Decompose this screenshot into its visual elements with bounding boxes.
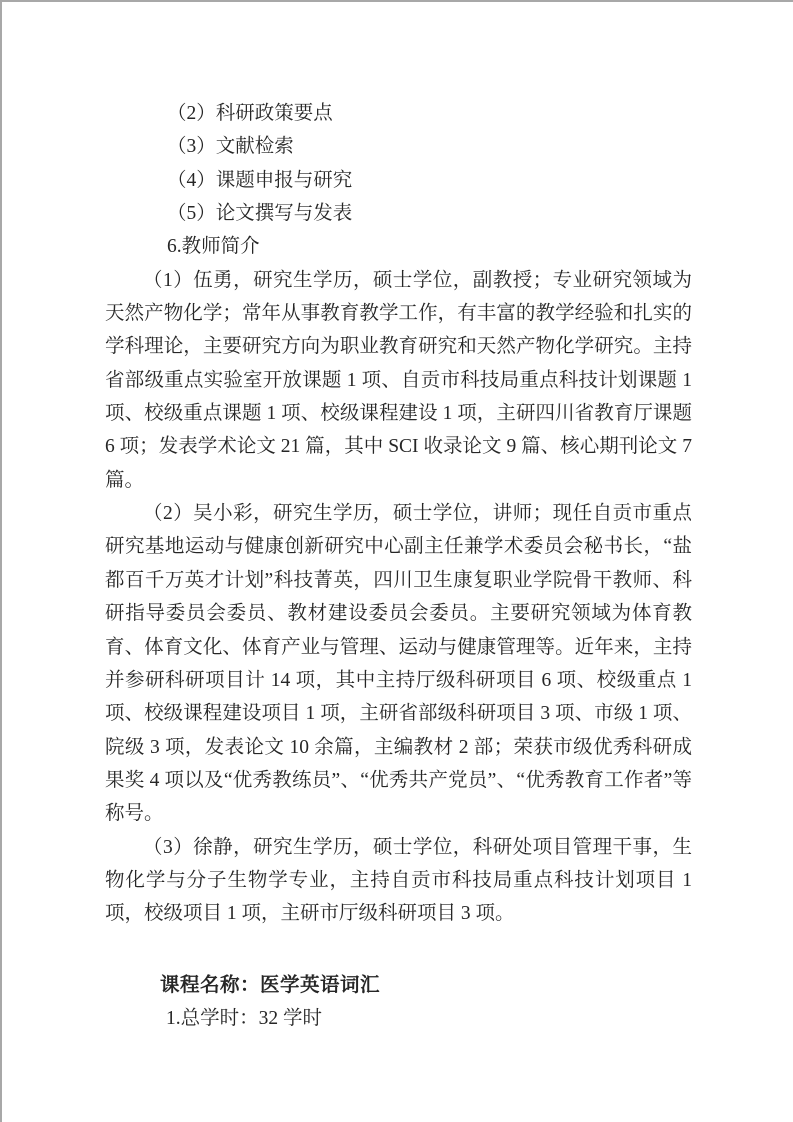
teacher-bio-paragraph-3: （3）徐静，研究生学历，硕士学位，科研处项目管理干事，生物化学与分子生物学专业，主持自贡市科技局重点科技计划项目 1 项，校级项目 1 项，主研市厅级科研项目 3 项。: [105, 836, 692, 925]
section-heading-teacher-intro: 6.教师简介: [167, 236, 260, 258]
outline-item-5: （5）论文撰写与发表: [167, 203, 353, 225]
outline-item-4: （4）课题申报与研究: [167, 169, 353, 191]
course-name-heading: 课程名称：医学英语词汇: [160, 974, 381, 996]
document-content: [105, 97, 692, 1035]
outline-item-3: （3）文献检索: [167, 136, 294, 158]
teacher-bio-paragraph-2: （2）吴小彩，研究生学历，硕士学位，讲师；现任自贡市重点研究基地运动与健康创新研究中心副主任兼学术委员会秘书长，“盐都百千万英才计划”科技菁英，四川卫生康复职业学院骨干教师、科研指导委员会委员、教材建设委员会委员。主要研究领域为体育教育、体育文化、体育产业与管理、运动与健康管理等。近年来，主持并参研科研项目计 14 项，其中主持厅级科研项目 6 项、校级重点 1 项、校级课程建设项目 1 项，主研省部级科研项目 3 项、市级 1 项、院级 3 项，发表论文 10 余篇，主编教材 2 部；荣获市级优秀科研成果奖 4 项以及“优秀教练员”、“优秀共产党员”、“优秀教育工作者”等称号。: [105, 503, 692, 825]
course-total-hours: 1.总学时：32 学时: [166, 1007, 323, 1029]
outline-item-2: （2）科研政策要点: [167, 103, 333, 124]
teacher-bio-paragraph-1: （1）伍勇，研究生学历，硕士学位，副教授；专业研究领域为天然产物化学；常年从事教育教学工作，有丰富的教学经验和扎实的学科理论，主要研究方向为职业教育研究和天然产物化学研究。主持省部级重点实验室开放课题 1 项、自贡市科技局重点科技计划课题 1 项、校级重点课题 1 项、校级课程建设 1 项，主研四川省教育厅课题 6 项；发表学术论文 21 篇，其中 SCI 收录论文 9 篇、核心期刊论文 7 篇。: [105, 269, 692, 491]
